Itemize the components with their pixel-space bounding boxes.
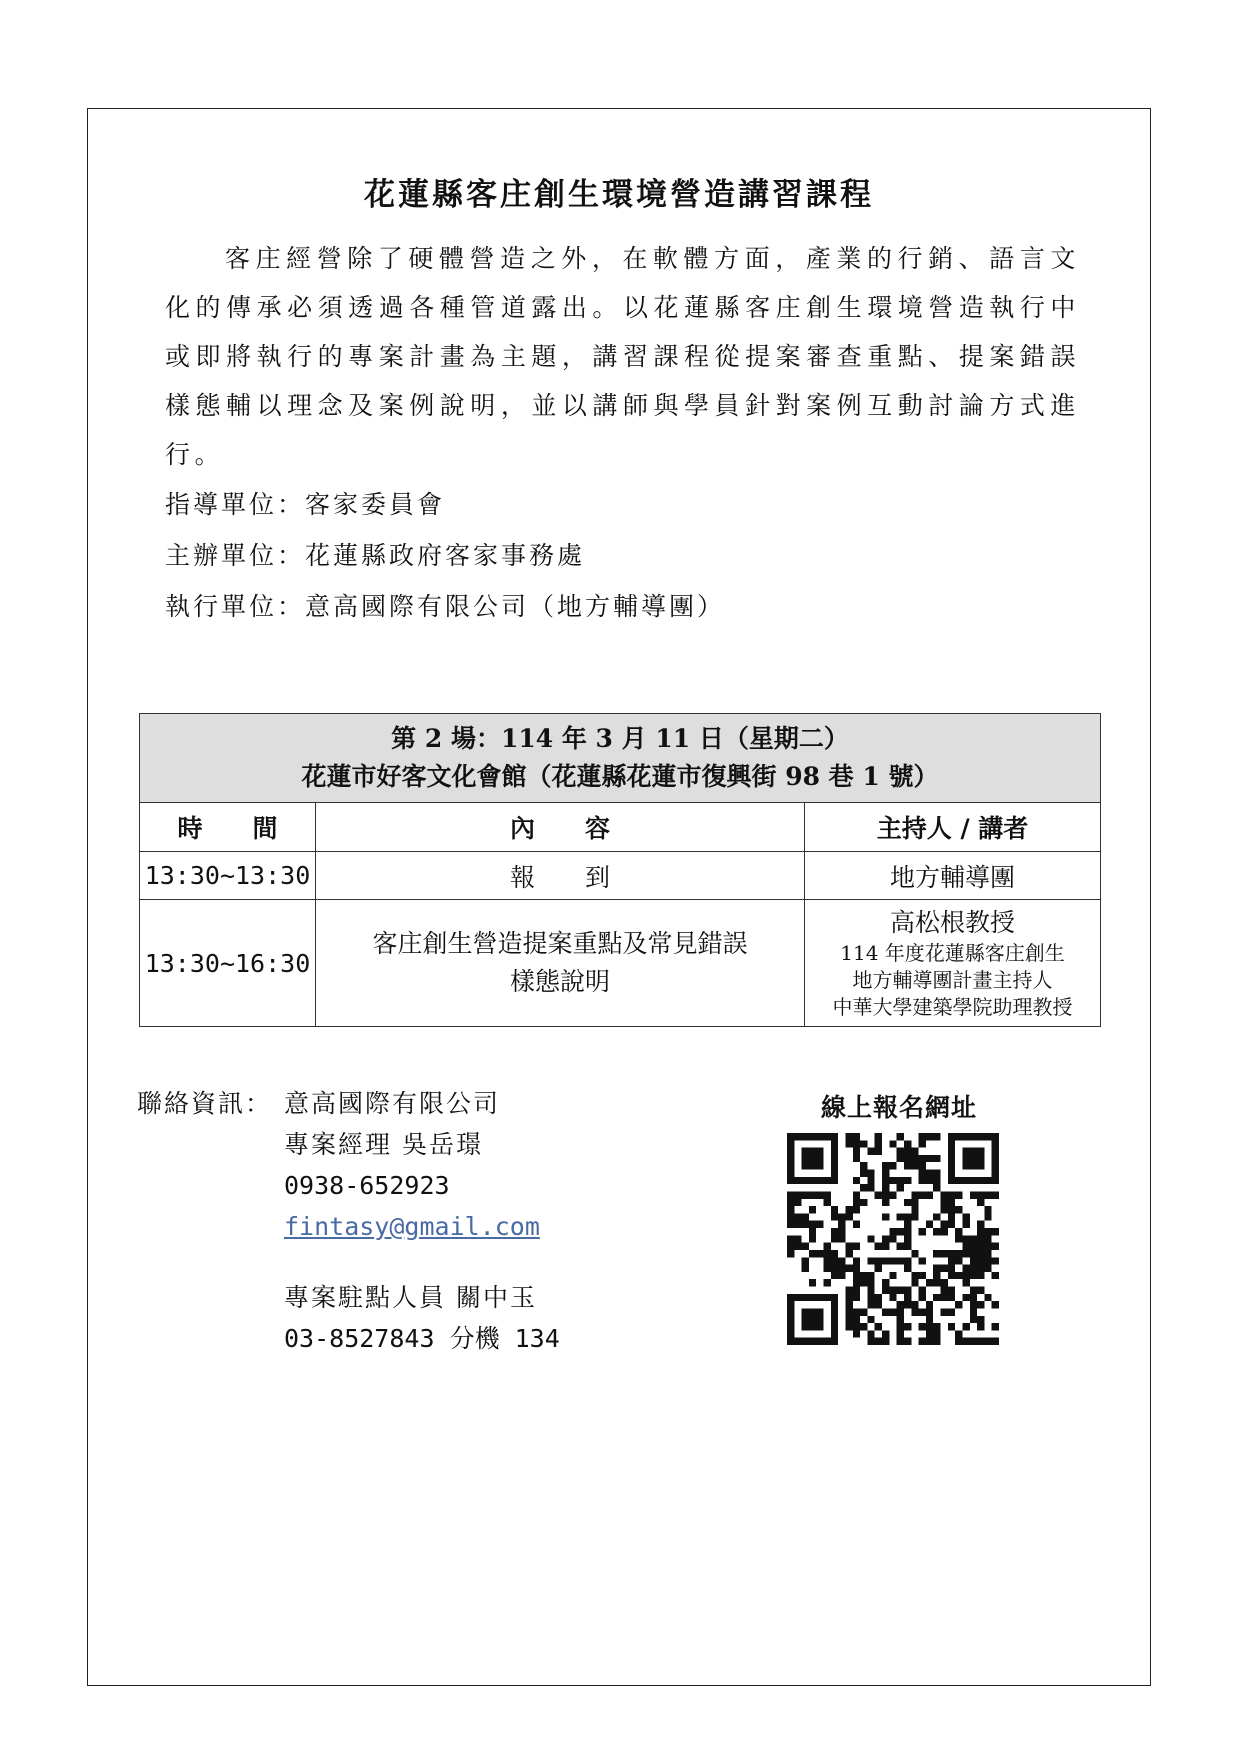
speaker-title: 中華大學建築學院助理教授	[832, 994, 1073, 1019]
speaker-title: 114 年度花蓮縣客庄創生	[840, 940, 1065, 965]
session-date: 第 2 場：114 年 3 月 11 日（星期二）	[391, 724, 849, 753]
speaker-title: 地方輔導團計畫主持人	[852, 967, 1053, 992]
contact-info	[137, 1083, 560, 1359]
qr-code-icon[interactable]	[787, 1133, 999, 1345]
executor-unit: 執行單位：意高國際有限公司（地方輔導團）	[165, 592, 726, 621]
organizing-units	[165, 479, 725, 632]
organizer-unit: 主辦單位：花蓮縣政府客家事務處	[165, 541, 586, 570]
contact-staff-phone: 03-8527843 分機 134	[284, 1324, 560, 1353]
page-frame	[87, 108, 1151, 1686]
col-header-speaker: 主持人 / 講者	[805, 803, 1101, 852]
schedule-table	[139, 713, 1101, 1027]
col-header-time: 時 間	[140, 803, 316, 852]
col-header-content: 內 容	[315, 803, 804, 852]
row-content-line: 樣態說明	[510, 967, 611, 996]
table-row	[140, 852, 1101, 900]
qr-label: 線上報名網址	[820, 1093, 977, 1122]
row-time: 13:30~16:30	[140, 900, 316, 1027]
session-heading	[140, 714, 1101, 803]
row-speaker	[805, 900, 1101, 1027]
speaker-name: 高松根教授	[890, 907, 1016, 937]
row-content	[315, 900, 804, 1027]
row-speaker: 地方輔導團	[805, 852, 1101, 900]
session-venue: 花蓮市好客文化會館（花蓮縣花蓮市復興街 98 巷 1 號）	[301, 762, 939, 791]
intro-paragraph: 客庄經營除了硬體營造之外，在軟體方面，產業的行銷、語言文化的傳承必須透過各種管道露出。以花蓮縣客庄創生環境營造執行中或即將執行的專案計畫為主題，講習課程從提案審查重點、提案錯誤樣態輔以理念及案例說明，並以講師與學員針對案例互動討論方式進行。	[165, 244, 1080, 469]
table-row	[140, 900, 1101, 1027]
contact-phone: 0938-652923	[284, 1171, 450, 1200]
contact-manager: 專案經理 吳岳璟	[284, 1130, 483, 1159]
guidance-unit: 指導單位：客家委員會	[165, 490, 446, 519]
contact-email-link[interactable]: fintasy@gmail.com	[284, 1212, 540, 1241]
row-content: 報 到	[315, 852, 804, 900]
contact-company: 意高國際有限公司	[284, 1089, 501, 1118]
row-time: 13:30~13:30	[140, 852, 316, 900]
table-header-row	[140, 803, 1101, 852]
contact-label: 聯絡資訊：	[137, 1089, 273, 1118]
row-content-line: 客庄創生營造提案重點及常見錯誤	[372, 929, 748, 958]
page-title: 花蓮縣客庄創生環境營造講習課程	[364, 177, 874, 213]
contact-staff: 專案駐點人員 關中玉	[284, 1283, 537, 1312]
